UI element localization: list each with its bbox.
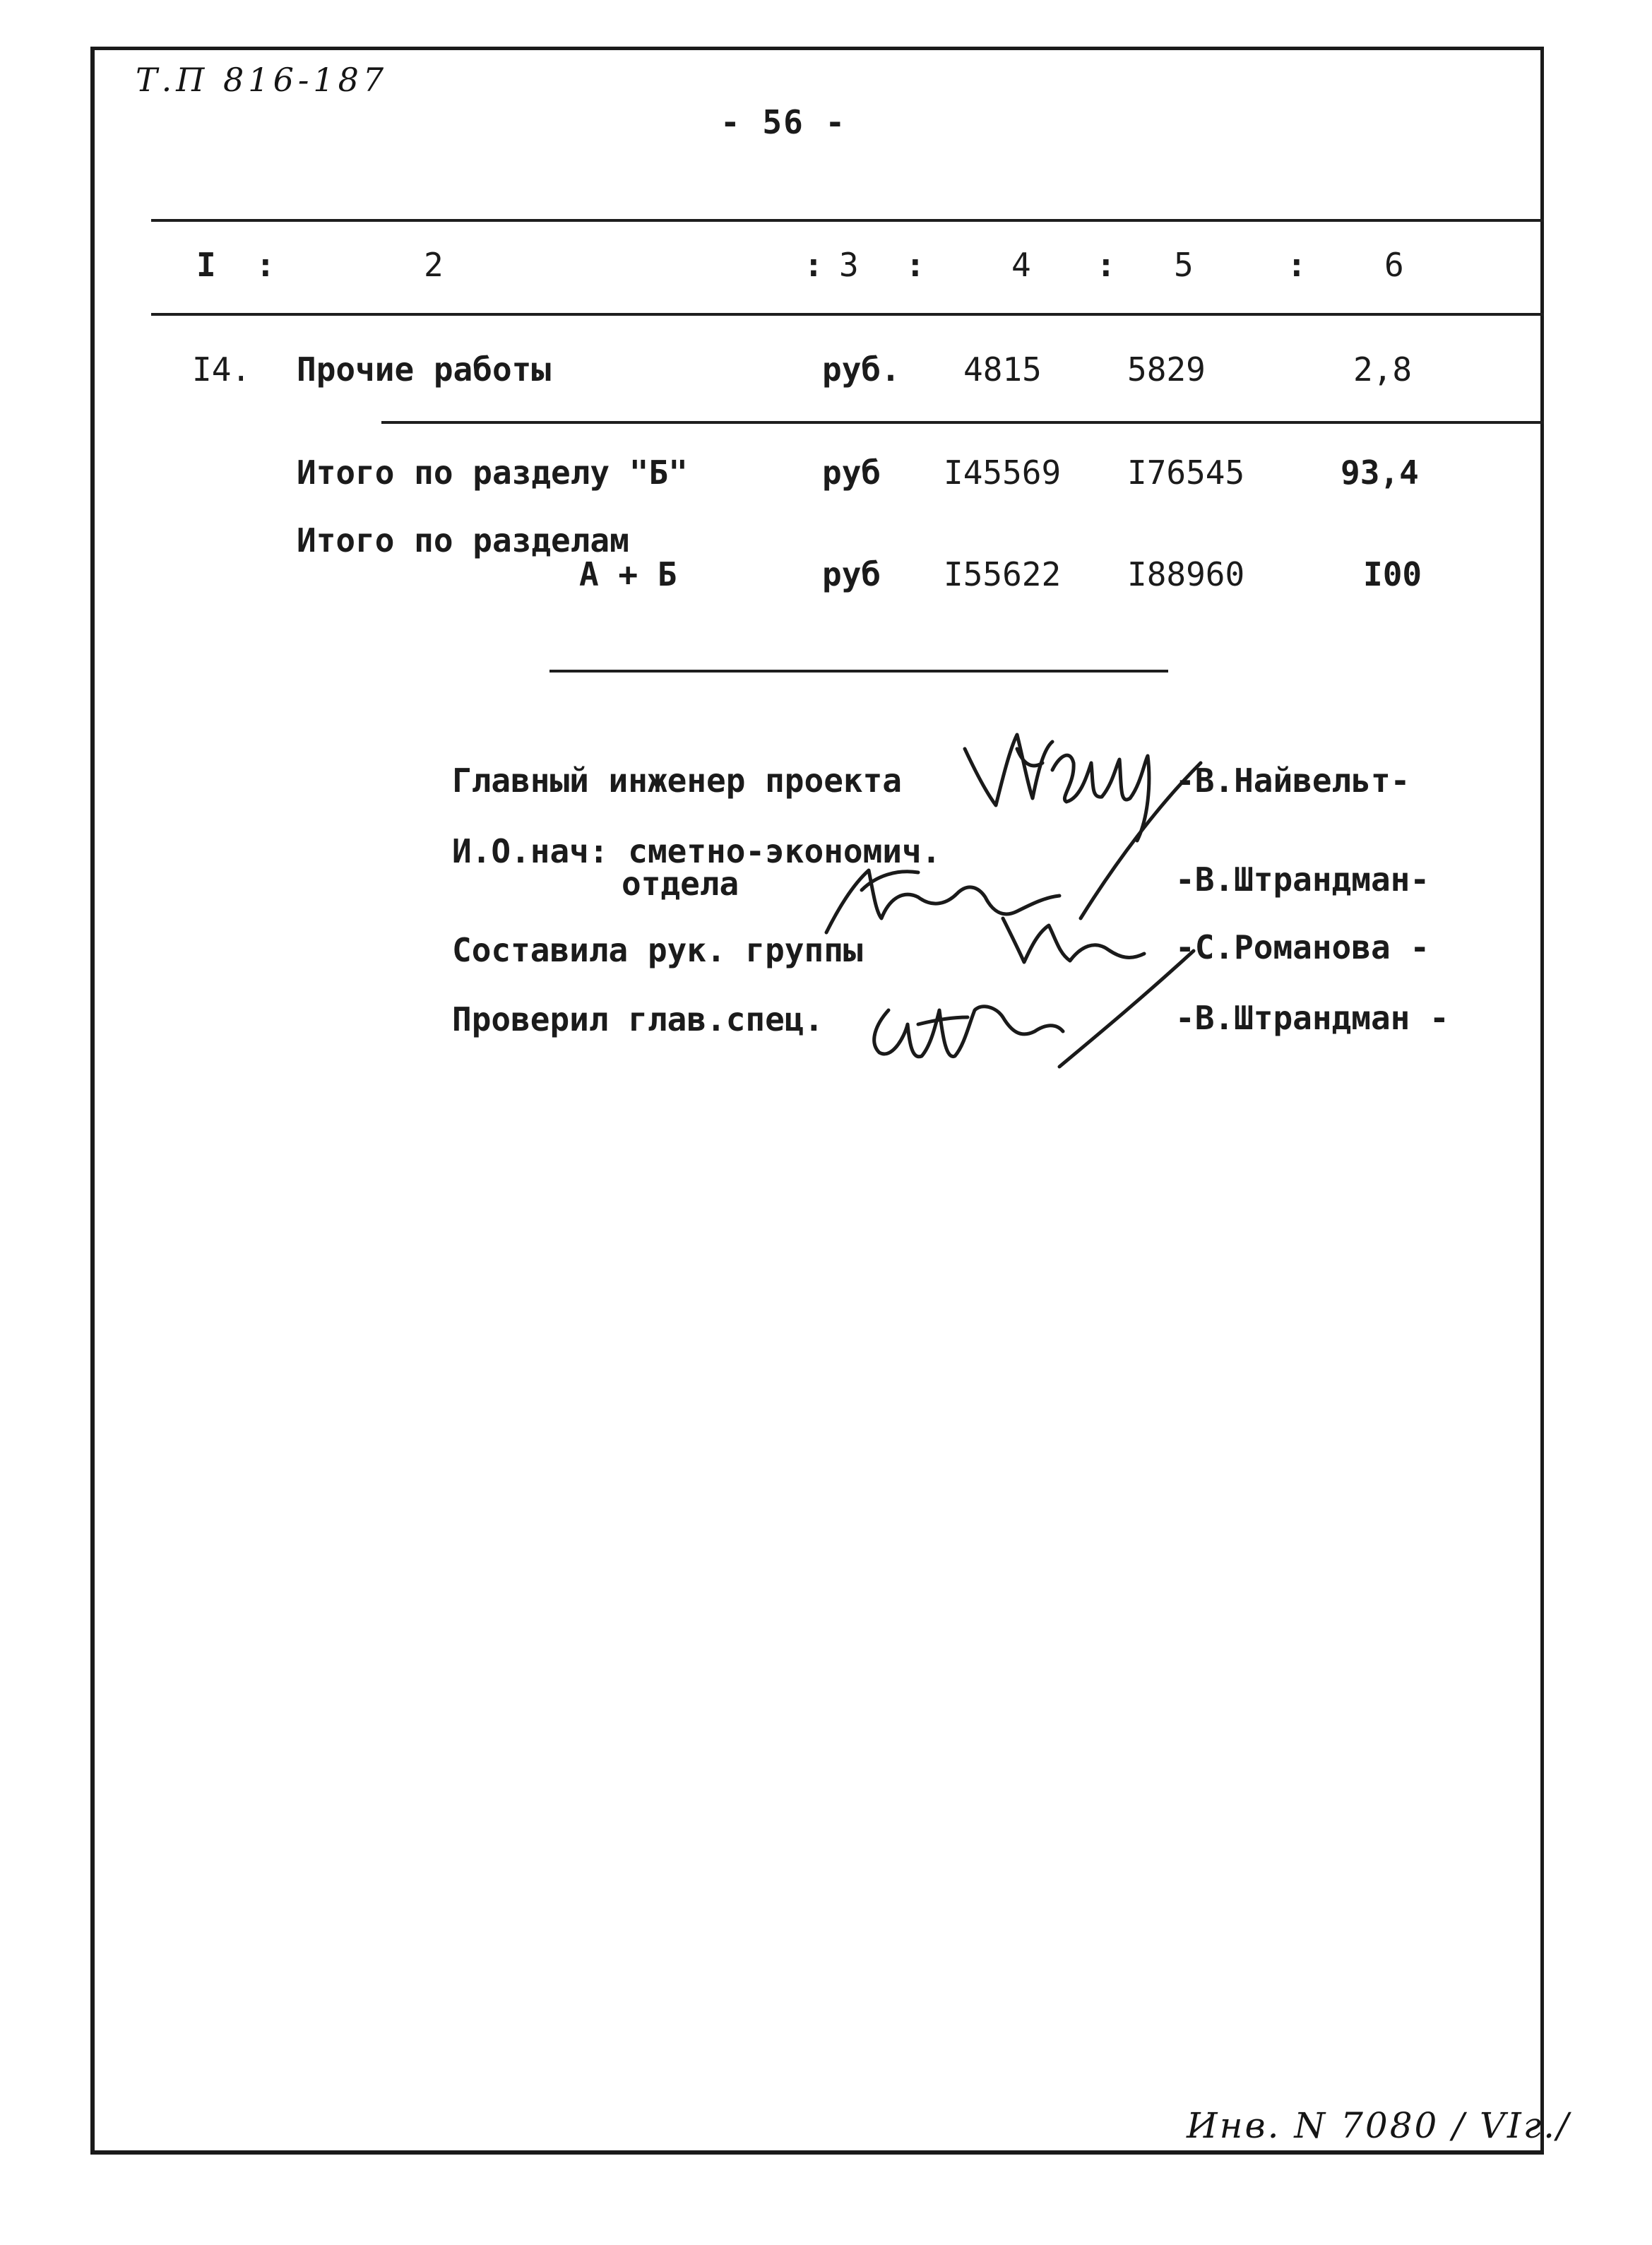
end-of-table-rule bbox=[549, 670, 1168, 673]
row-name: Итого по разделу "Б" bbox=[297, 454, 688, 492]
col-header-6: 6 bbox=[1384, 246, 1404, 284]
row-col4: 4815 bbox=[963, 350, 1042, 389]
row-unit: руб bbox=[822, 454, 881, 492]
page-number: - 56 - bbox=[720, 103, 847, 141]
col-separator: : bbox=[905, 246, 925, 284]
col-header-4: 4 bbox=[1011, 246, 1031, 284]
signer-name: -В.Найвельт- bbox=[1175, 762, 1410, 800]
signer-title-line1: И.О.нач: сметно-экономич. bbox=[452, 832, 941, 870]
subtotal-rule bbox=[381, 421, 1544, 424]
row-number: I4. bbox=[192, 350, 251, 389]
col-header-5: 5 bbox=[1174, 246, 1194, 284]
signer-name: -В.Штрандман - bbox=[1175, 999, 1449, 1037]
row-name-line1: Итого по разделам bbox=[297, 521, 629, 559]
col-separator: : bbox=[1287, 246, 1307, 284]
row-col5: I88960 bbox=[1127, 555, 1245, 593]
signer-name: -В.Штрандман- bbox=[1175, 860, 1430, 899]
col-separator: : bbox=[256, 246, 275, 284]
row-col5: I76545 bbox=[1127, 454, 1245, 492]
signer-title: Составила рук. группы bbox=[452, 931, 863, 969]
col-header-1: I bbox=[196, 246, 216, 284]
col-header-2: 2 bbox=[424, 246, 444, 284]
col-header-3: 3 bbox=[839, 246, 859, 284]
row-col4: I45569 bbox=[944, 454, 1062, 492]
col-separator: : bbox=[804, 246, 824, 284]
signer-name: -С.Романова - bbox=[1175, 928, 1430, 966]
row-name: Прочие работы bbox=[297, 350, 552, 389]
row-col6: 2,8 bbox=[1353, 350, 1413, 389]
row-col4: I55622 bbox=[944, 555, 1062, 593]
col-separator: : bbox=[1096, 246, 1116, 284]
row-unit: руб bbox=[822, 555, 881, 593]
signer-title-line2: отдела bbox=[622, 865, 739, 903]
header-bottom-rule bbox=[151, 313, 1544, 316]
row-col6: 93,4 bbox=[1341, 454, 1419, 492]
row-col5: 5829 bbox=[1127, 350, 1206, 389]
signer-title: Главный инженер проекта bbox=[452, 762, 902, 800]
row-col6: I00 bbox=[1363, 555, 1422, 593]
inventory-number: Инв. N 7080 / VIг./ bbox=[1187, 2105, 1571, 2146]
row-name-line2: А + Б bbox=[579, 555, 677, 593]
document-code: Т.П 816-187 bbox=[136, 61, 388, 99]
signer-title: Проверил глав.спец. bbox=[452, 1000, 824, 1038]
table-top-rule bbox=[151, 219, 1544, 222]
row-unit: руб. bbox=[822, 350, 901, 389]
